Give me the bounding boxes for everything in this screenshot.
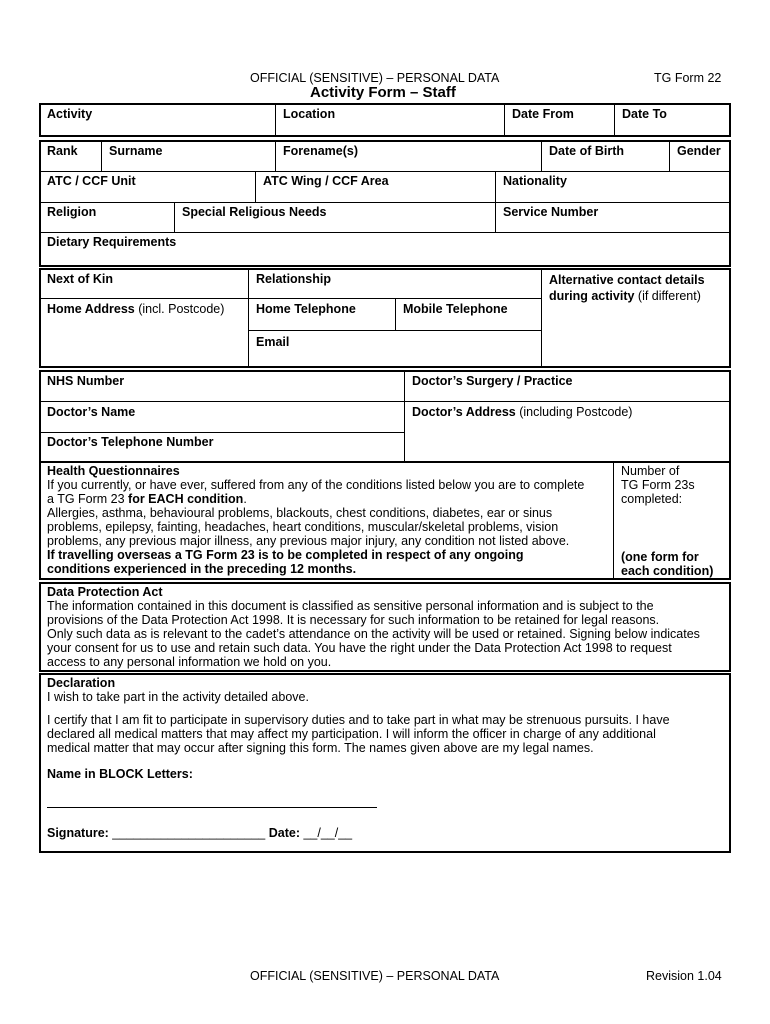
location-field[interactable]: Location xyxy=(283,107,336,121)
declaration-heading: Declaration xyxy=(47,676,116,690)
surname-field[interactable]: Surname xyxy=(109,144,163,158)
data-protection-line-2: provisions of the Data Protection Act 1998. It is necessary for such information to be retained for legal reasons. xyxy=(47,613,660,627)
alt-contact-field[interactable] xyxy=(549,272,705,304)
alt-contact-note: (if different) xyxy=(634,289,701,303)
form23-count-label-2: TG Form 23s xyxy=(621,478,695,492)
declaration-line-2: I certify that I am fit to participate in supervisory duties and to take part in what may be strenuous pursuits. I have xyxy=(47,713,670,727)
classification-footer: OFFICIAL (SENSITIVE) – PERSONAL DATA xyxy=(250,969,500,983)
data-protection-text xyxy=(47,585,700,669)
health-text xyxy=(47,464,584,576)
declaration-certify-text xyxy=(47,713,670,755)
doctor-name-field[interactable]: Doctor’s Name xyxy=(47,405,136,419)
date-to-field[interactable]: Date To xyxy=(622,107,667,121)
data-protection-heading: Data Protection Act xyxy=(47,585,163,599)
signature-label: Signature: xyxy=(47,826,113,840)
health-line-2-pre: a TG Form 23 xyxy=(47,492,129,506)
activity-field[interactable]: Activity xyxy=(47,107,93,121)
health-line-1: If you currently, or have ever, suffered from any of the conditions listed below you are to complete xyxy=(47,478,585,492)
data-protection-line-3: Only such data as is relevant to the cadet’s attendance on the activity will be used or retained. Signing below indicates xyxy=(47,627,700,641)
health-line-4: problems, epilepsy, fainting, headaches, heart conditions, muscular/skeletal problems, vision xyxy=(47,520,559,534)
wing-field[interactable]: ATC Wing / CCF Area xyxy=(263,174,389,188)
classification-header: OFFICIAL (SENSITIVE) – PERSONAL DATA xyxy=(250,71,500,85)
declaration-line-4: medical matter that may occur after signing this form. The names given above are my legal names. xyxy=(47,741,594,755)
health-line-3: Allergies, asthma, behavioural problems, blackouts, chest conditions, diabetes, ear or sinus xyxy=(47,506,553,520)
health-line-2-post: . xyxy=(243,492,247,506)
home-address-label: Home Address xyxy=(47,302,135,316)
dietary-field[interactable]: Dietary Requirements xyxy=(47,235,177,249)
data-protection-line-4: your consent for us to use and retain such data. You have the right under the Data Protection Act 1998 to request xyxy=(47,641,672,655)
name-block-input[interactable] xyxy=(47,807,377,808)
doctor-address-field[interactable] xyxy=(412,405,632,419)
doctor-address-note: (including Postcode) xyxy=(515,405,633,419)
nhs-number-field[interactable]: NHS Number xyxy=(47,374,125,388)
form-number: TG Form 22 xyxy=(654,71,722,85)
data-protection-line-1: The information contained in this document is classified as sensitive personal information and is subject to the xyxy=(47,599,654,613)
surgery-field[interactable]: Doctor’s Surgery / Practice xyxy=(412,374,573,388)
form23-count-note-2: each condition) xyxy=(621,564,714,578)
page-title: Activity Form – Staff xyxy=(310,84,456,101)
signature-input[interactable]: ______________________ xyxy=(112,826,266,840)
health-heading: Health Questionnaires xyxy=(47,464,180,478)
home-address-note: (incl. Postcode) xyxy=(134,302,225,316)
declaration-text xyxy=(47,676,309,704)
date-label: Date: xyxy=(265,826,304,840)
health-line-2-bold: for EACH condition xyxy=(128,492,244,506)
declaration-line-1: I wish to take part in the activity detailed above. xyxy=(47,690,309,704)
email-field[interactable]: Email xyxy=(256,335,290,349)
health-count-divider xyxy=(613,462,614,579)
gender-field[interactable]: Gender xyxy=(677,144,721,158)
form23-count-note xyxy=(621,550,713,578)
date-of-birth-field[interactable]: Date of Birth xyxy=(549,144,624,158)
date-input[interactable]: __/__/__ xyxy=(303,826,353,840)
doctor-telephone-field[interactable]: Doctor’s Telephone Number xyxy=(47,435,214,449)
doctor-address-label: Doctor’s Address xyxy=(412,405,516,419)
declaration-line-3: declared all medical matters that may affect my participation. I will inform the officer in charge of any additional xyxy=(47,727,656,741)
form23-count-note-1: (one form for xyxy=(621,550,699,564)
alt-contact-label-1: Alternative contact details xyxy=(549,273,705,287)
relationship-field[interactable]: Relationship xyxy=(256,272,332,286)
data-protection-line-5: access to any personal information we hold on you. xyxy=(47,655,332,669)
health-line-6: If travelling overseas a TG Form 23 is to be completed in respect of any ongoing xyxy=(47,548,524,562)
forenames-field[interactable]: Forename(s) xyxy=(283,144,359,158)
form23-count-label-1: Number of xyxy=(621,464,680,478)
health-line-7: conditions experienced in the preceding 12 months. xyxy=(47,562,357,576)
revision-label: Revision 1.04 xyxy=(646,969,722,983)
form23-count-field[interactable] xyxy=(621,464,695,506)
religious-needs-field[interactable]: Special Religious Needs xyxy=(182,205,327,219)
signature-row xyxy=(47,826,352,840)
date-from-field[interactable]: Date From xyxy=(512,107,574,121)
unit-field[interactable]: ATC / CCF Unit xyxy=(47,174,136,188)
home-telephone-field[interactable]: Home Telephone xyxy=(256,302,356,316)
health-line-5: problems, any previous major illness, any previous major injury, any condition not listed above. xyxy=(47,534,570,548)
alt-contact-label-2: during activity xyxy=(549,289,635,303)
religion-field[interactable]: Religion xyxy=(47,205,97,219)
name-block-label: Name in BLOCK Letters: xyxy=(47,767,193,781)
nationality-field[interactable]: Nationality xyxy=(503,174,567,188)
form23-count-label-3: completed: xyxy=(621,492,683,506)
next-of-kin-field[interactable]: Next of Kin xyxy=(47,272,113,286)
home-address-field[interactable] xyxy=(47,302,224,316)
service-number-field[interactable]: Service Number xyxy=(503,205,599,219)
mobile-telephone-field[interactable]: Mobile Telephone xyxy=(403,302,508,316)
rank-field[interactable]: Rank xyxy=(47,144,78,158)
